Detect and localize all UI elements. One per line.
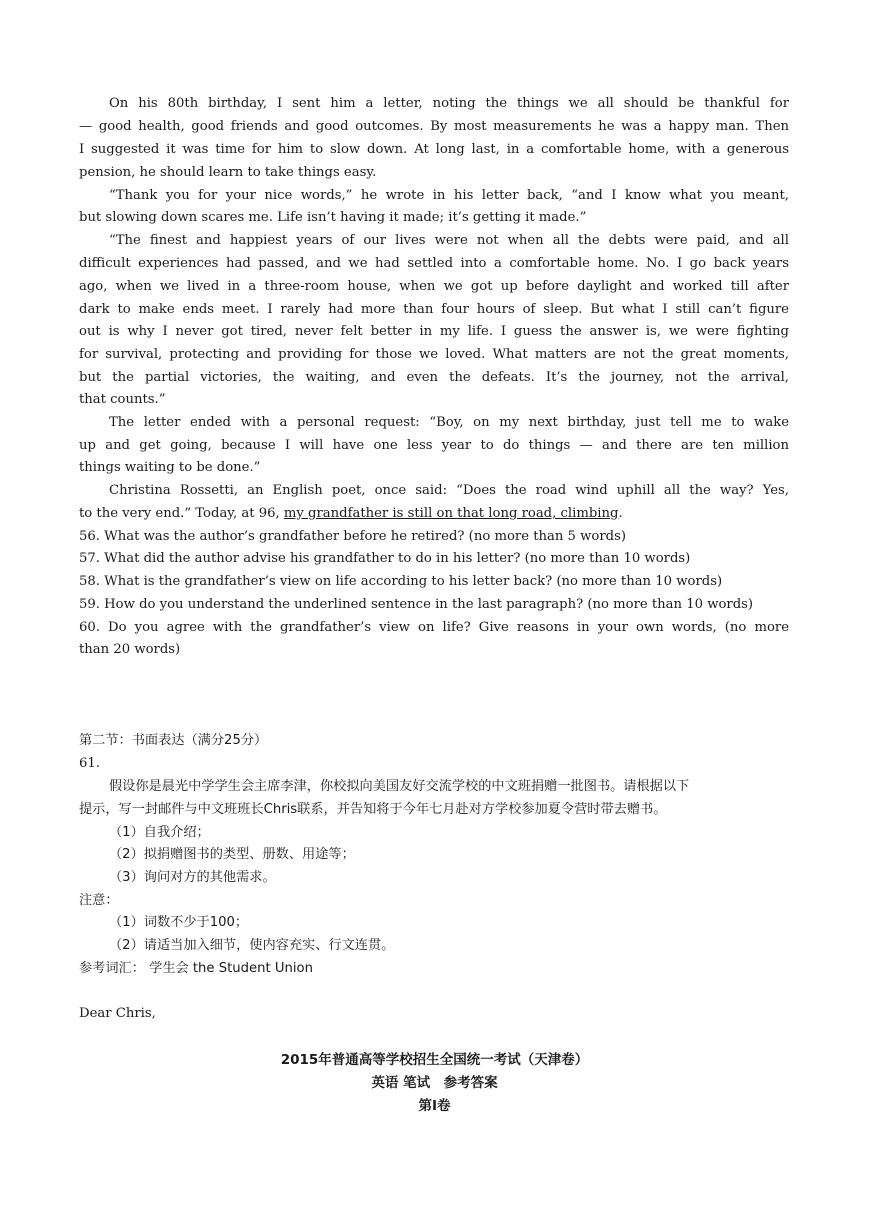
answer-title: 2015年普通高等学校招生全国统一考试（天津卷） [280,1052,589,1068]
passage-p1-line1: On his 80th birthday, I sent him a letter, noting the things we all should be thankful for [109,96,789,111]
passage-p3-line1: “The finest and happiest years of our lives were not when all the debts were paid, and all [109,233,789,248]
reference-vocabulary: 参考词汇： 学生会 the Student Union [79,961,313,976]
question-60: 60. Do you agree with the grandfather’s view on life? Give reasons in your own words, (no more [79,620,789,635]
question-60-cont: than 20 words) [79,642,181,657]
passage-p3-line2: difficult experiences had passed, and we had settled into a comfortable home. No. I go back years [79,256,789,271]
underlined-sentence: my grandfather is still on that long road, climbing [283,506,619,521]
letter-salutation: Dear Chris, [79,1006,156,1021]
writing-point-1: （1）自我介绍； [109,825,210,840]
passage-p3-line7: but the partial victories, the waiting, and even the defeats. It’s the journey, not the arrival, [79,370,789,385]
passage-p3-line5: out is why I never got tired, never felt better in my life. I guess the answer is, we were fighting [79,324,789,339]
note-1: （1）词数不少于100； [109,915,249,930]
writing-point-2: （2）拟捐赠图书的类型、册数、用途等； [109,847,355,862]
passage-p3-line4: dark to make ends meet. I rarely had more than four hours of sleep. But what I still can’t figure [79,302,789,317]
note-2: （2）请适当加入细节，使内容充实、行文连贯。 [109,938,395,953]
passage-p3-line3: ago, when we lived in a three-room house, when we got up before daylight and worked till after [79,279,789,294]
writing-point-3: （3）询问对方的其他需求。 [109,870,276,885]
question-59: 59. How do you understand the underlined sentence in the last paragraph? (no more than 10 words) [79,597,754,612]
answer-part: 第Ⅰ卷 [418,1098,451,1114]
passage-p5-line1: Christina Rossetti, an English poet, once said: “Does the road wind uphill all the way? Yes, [109,483,789,498]
question-56: 56. What was the author’s grandfather before he retired? (no more than 5 words) [79,529,627,544]
writing-prompt-line1: 假设你是晨光中学学生会主席李津，你校拟向美国友好交流学校的中文班捐赠一批图书。请根据以下 [109,779,690,794]
passage-p4-line1: The letter ended with a personal request: “Boy, on my next birthday, just tell me to wake [109,415,789,430]
passage-p5-line2 [79,505,623,523]
passage-p4-line3: things waiting to be done.” [79,460,261,475]
question-58: 58. What is the grandfather’s view on life according to his letter back? (no more than 10 words) [79,574,723,589]
passage-p1-line2: — good health, good friends and good outcomes. By most measurements he was a happy man. Then [79,119,789,134]
passage-p3-line6: for survival, protecting and providing for those we loved. What matters are not the great moments, [79,347,789,362]
passage-p3-line8: that counts.” [79,392,166,407]
passage-p4-line2: up and get going, because I will have one less year to do things — and there are ten million [79,438,789,453]
passage-p5-suffix: . [618,506,623,521]
writing-section-title: 第二节：书面表达（满分25分） [79,733,268,748]
answer-subtitle: 英语 笔试 参考答案 [371,1075,498,1091]
passage-p5-prefix: to the very end.” Today, at 96, [79,506,284,521]
passage-p1-line4: pension, he should learn to take things easy. [79,165,377,180]
notes-label: 注意： [79,893,119,908]
writing-prompt-line2: 提示，写一封邮件与中文班班长Chris联系，并告知将于今年七月赴对方学校参加夏令营时带去赠书。 [79,802,667,817]
question-57: 57. What did the author advise his grandfather to do in his letter? (no more than 10 words) [79,551,691,566]
writing-question-number: 61. [79,756,100,771]
passage-p2-line2: but slowing down scares me. Life isn’t having it made; it’s getting it made.” [79,210,587,225]
passage-p2-line1: “Thank you for your nice words,” he wrote in his letter back, “and I know what you meant, [109,188,789,203]
passage-p1-line3: I suggested it was time for him to slow down. At long last, in a comfortable home, with a generous [79,142,789,157]
